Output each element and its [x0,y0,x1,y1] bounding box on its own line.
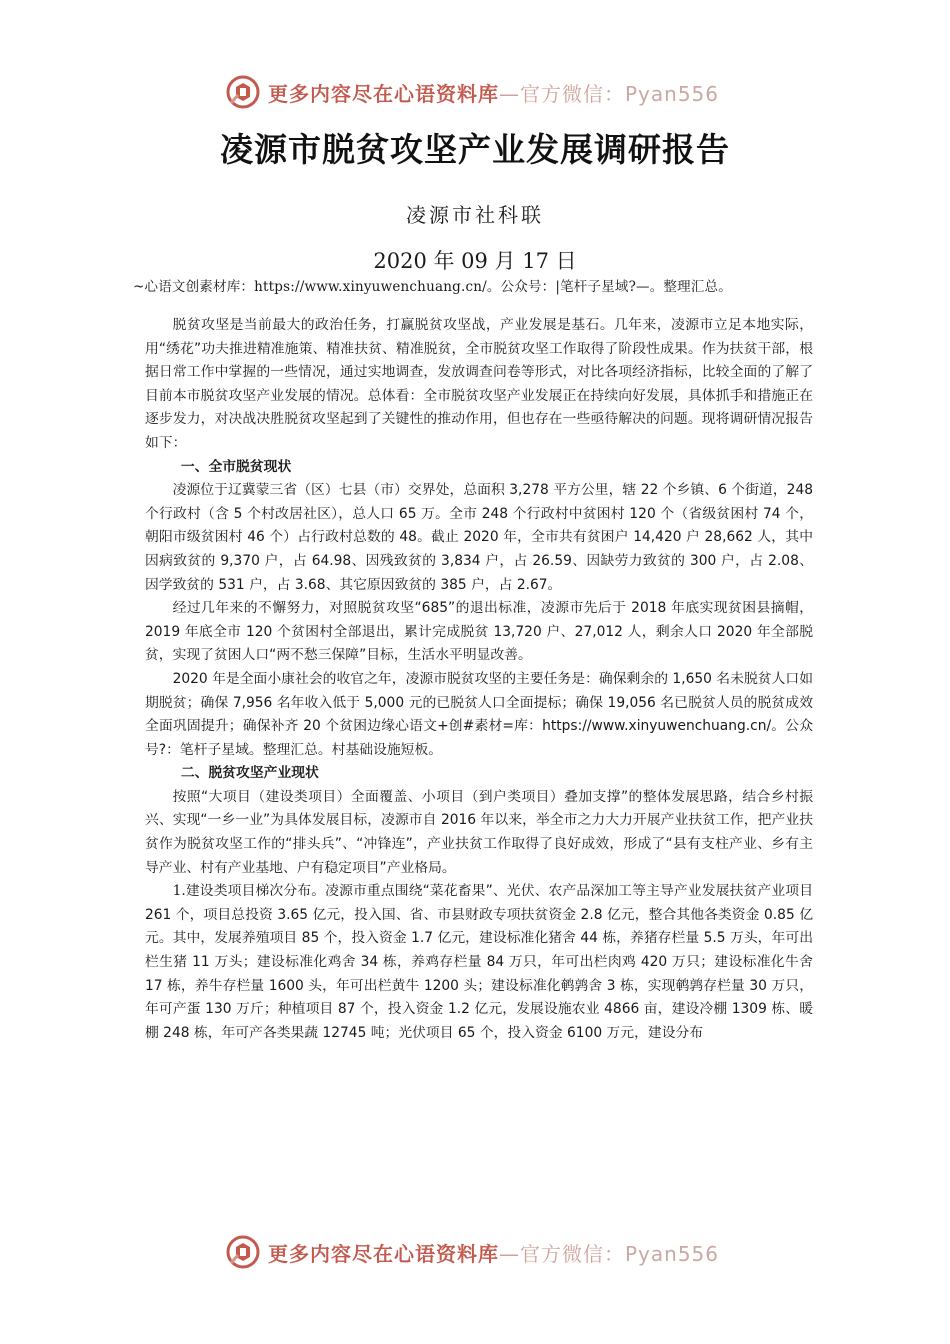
paragraph-tasks: 2020 年是全面小康社会的收官之年，凌源市脱贫攻坚的主要任务是：确保剩余的 1,650 名未脱贫人口如期脱贫；确保 7,956 名年收入低于 5,000 元的已脱贫人口全面提标；确保 19,056 名已脱贫人员的脱贫成效全面巩固提升；确保补齐 20 个贫困边缘心语文+创#素材=库：https://www.xinyuwenchuang.cn/。公众号?：笔杆子星域。整理汇总。村基础设施短板。 [145,670,813,758]
paragraph-poverty-status: 凌源位于辽冀蒙三省（区）七县（市）交界处，总面积 3,278 平方公里，辖 22 个乡镇、6 个街道，248 个行政村（含 5 个村改居社区），总人口 65 万。全市 248 个行政村中贫困村 120 个（省级贫困村 74 个，朝阳市级贫困村 46 个）占行政村总数的 48。截止 2020 年，全市共有贫困户 14,420 户 28,662 人，其中因病致贫的 9,370 户，占 64.98、因残致贫的 3,834 户，占 26.59、因缺劳力致贫的 300 户，占 2.08、因学致贫的 531 户，占 3.68、其它原因致贫的 385 户，占 2.67。 [145,482,813,593]
document-date: 2020 年 09 月 17 日 [373,249,577,273]
banner-wechat-label: —官方微信： [499,1241,625,1266]
brand-logo-icon [226,1235,260,1269]
paragraph-construction-projects [145,880,813,1045]
banner-library-text: 更多内容尽在心语资料库 [268,1241,499,1266]
banner-wechat-id: Pyan556 [625,81,720,106]
banner-text [268,1238,719,1267]
banner-wechat-id: Pyan556 [625,1241,720,1266]
footer-banner [226,1232,746,1272]
banner-wechat-label: —官方微信： [499,81,625,106]
intro-paragraph: 脱贫攻坚是当前最大的政治任务，打赢脱贫攻坚战，产业发展是基石。几年来，凌源市立足本地实际，用“绣花”功夫推进精准施策、精准扶贫、精准脱贫，全市脱贫攻坚工作取得了阶段性成果。作为扶贫干部，根据日常工作中掌握的一些情况，通过实地调查，发放调查问卷等形式，对比各项经济指标，比较全面的了解了目前本市脱贫攻坚产业发展的情况。总体看：全市脱贫攻坚产业发展正在持续向好发展，具体抓手和措施正在逐步发力，对决战决胜脱贫攻坚起到了关键性的推动作用，但也存在一些亟待解决的问题。现将调研情况报告如下： [145,317,813,451]
brand-logo-icon [226,75,260,109]
banner-library-text: 更多内容尽在心语资料库 [268,81,499,106]
subsection-lead: 1.建设类项目梯次分布。 [172,883,326,900]
paragraph-industry-approach: 按照“大项目（建设类项目）全面覆盖、小项目（到户类项目）叠加支撑”的整体发展思路，结合乡村振兴、实现“一乡一业”为具体发展目标，凌源市自 2016 年以来，举全市之力大力开展产业扶贫工作，把产业扶贫作为脱贫攻坚工作的“排头兵”、“冲锋连”，产业扶贫工作取得了良好成效，形成了“县有支柱产业、乡有主导产业、村有产业基地、户有稳定项目”产业格局。 [145,788,813,876]
source-line: ~心语文创素材库：https://www.xinyuwenchuang.cn/。公众号：|笔杆子星域?—。整理汇总。 [133,279,732,295]
header-banner [226,72,746,112]
section-heading-2: 二、脱贫攻坚产业现状 [180,765,319,782]
section-heading-1: 一、全市脱贫现状 [180,458,292,475]
document-title: 凌源市脱贫攻坚产业发展调研报告 [220,130,730,169]
paragraph-progress: 经过几年来的不懈努力，对照脱贫攻坚“685”的退出标准，凌源市先后于 2018 年底实现贫困县摘帽，2019 年底全市 120 个贫困村全部退出，累计完成脱贫 13,720 户、27,012 人，剩余人口 2020 年全部脱贫，实现了贫困人口“两不愁三保障”目标，生活水平明显改善。 [145,600,813,664]
document-body [145,314,813,1045]
banner-text [268,78,719,107]
document-organization: 凌源市社科联 [406,203,544,227]
subsection-text: 凌源市重点围绕“菜花畜果”、光伏、农产品深加工等主导产业发展扶贫产业项目 261 个，项目总投资 3.65 亿元，投入国、省、市县财政专项扶贫资金 2.8 亿元，整合其他各类资金 0.85 亿元。其中，发展养殖项目 85 个，投入资金 1.7 亿元，建设标准化猪舍 44 栋，养猪存栏量 5.5 万头，年可出栏生猪 11 万头；建设标准化鸡舍 34 栋，养鸡存栏量 84 万只，年可出栏肉鸡 420 万只；建设标准化牛舍 17 栋，养牛存栏量 1600 头，年可出栏黄牛 1200 头；建设标准化鹌鹑舍 3 栋，实现鹌鹑存栏量 30 万只，年可产蛋 130 万斤；种植项目 87 个，投入资金 1.2 亿元，发展设施农业 4866 亩，建设冷棚 1309 栋、暖棚 248 栋，年可产各类果蔬 12745 吨；光伏项目 65 个，投入资金 6100 万元，建设分布 [145,883,813,1041]
